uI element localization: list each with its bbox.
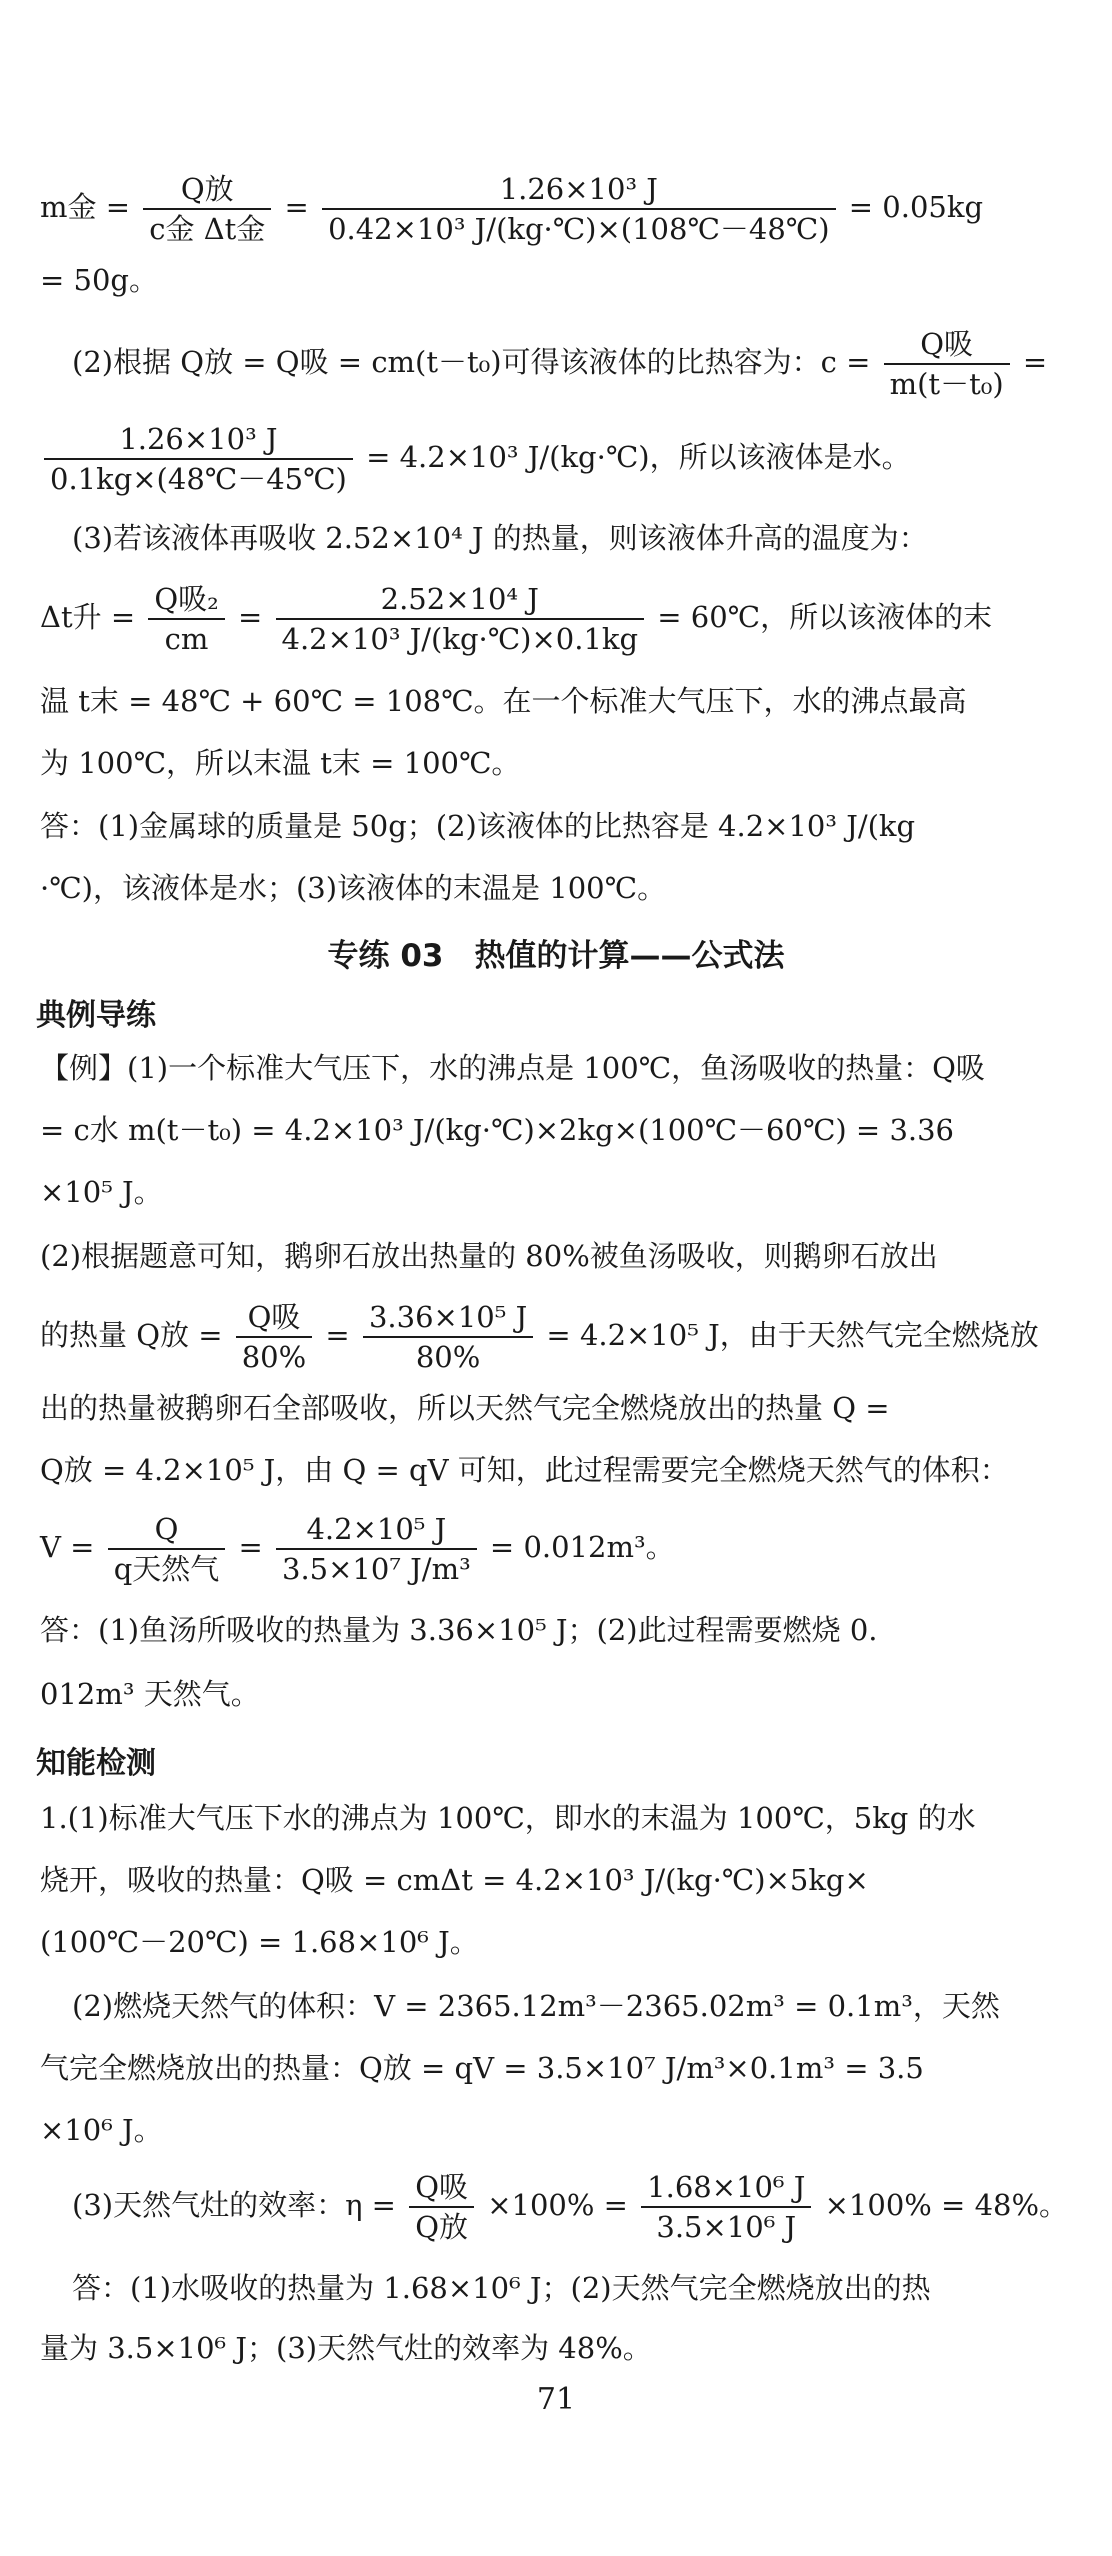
fraction — [322, 170, 836, 248]
text-line: (100℃－20℃) = 1.68×10⁶ J。 — [40, 1925, 479, 1959]
text-line: (2)燃烧天然气的体积：V = 2365.12m³－2365.02m³ = 0.1m³，天然 — [72, 1989, 1000, 2023]
numerator: 3.36×10⁵ J — [363, 1298, 533, 1338]
denominator: cm — [164, 622, 209, 656]
numerator: 2.52×10⁴ J — [276, 580, 645, 620]
numerator: Q放 — [143, 170, 271, 210]
fraction — [148, 580, 224, 658]
eq-text: m金 = — [40, 190, 131, 224]
fraction — [236, 1298, 312, 1376]
text-line: 012m³ 天然气。 — [40, 1677, 260, 1711]
text-line: 答：(1)水吸收的热量为 1.68×10⁶ J；(2)天然气完全燃烧放出的热 — [72, 2271, 931, 2305]
eq-text: (2)根据 Q放 = Q吸 = cm(t－t₀)可得该液体的比热容为：c = — [72, 345, 871, 379]
text-line: 为 100℃，所以末温 t末 = 100℃。 — [40, 746, 521, 780]
denominator: Q放 — [415, 2210, 468, 2244]
fraction — [44, 420, 353, 498]
eq-text: = — [237, 600, 263, 634]
page-number: 71 — [536, 2382, 576, 2417]
fraction — [276, 580, 645, 658]
eq-text: = — [1022, 345, 1048, 379]
equation-mass — [40, 170, 1070, 248]
text-line: 气完全燃烧放出的热量：Q放 = qV = 3.5×10⁷ J/m³×0.1m³ = 3.5 — [40, 2051, 924, 2085]
denominator: 0.1kg×(48℃－45℃) — [50, 462, 347, 496]
denominator: c金 Δt金 — [149, 212, 266, 246]
numerator: 1.26×10³ J — [44, 420, 353, 460]
numerator: Q吸 — [409, 2168, 474, 2208]
denominator: q天然气 — [113, 1552, 220, 1586]
eq-text: ×100% = 48%。 — [824, 2188, 1069, 2222]
text-line: = 50g。 — [40, 263, 158, 297]
text-line: 温 t末 = 48℃ + 60℃ = 108℃。在一个标准大气压下，水的沸点最高 — [40, 684, 967, 718]
eq-text: = 60℃，所以该液体的末 — [657, 600, 993, 634]
text-line: ×10⁶ J。 — [40, 2113, 163, 2147]
text-line: ×10⁵ J。 — [40, 1175, 163, 1209]
eq-text: = 0.05kg — [848, 190, 984, 224]
numerator: Q — [108, 1510, 226, 1550]
fraction — [363, 1298, 533, 1376]
eq-text: ×100% = — [487, 2188, 628, 2222]
section-heading: 知能检测 — [36, 1746, 156, 1781]
equation-temperature-rise — [40, 580, 1070, 658]
equation-efficiency — [72, 2168, 1070, 2246]
denominator: 80% — [241, 1340, 307, 1374]
numerator: 4.2×10⁵ J — [276, 1510, 477, 1550]
numerator: Q吸 — [236, 1298, 312, 1338]
numerator: Q吸 — [884, 325, 1010, 365]
text-line: ·℃)，该液体是水；(3)该液体的末温是 100℃。 — [40, 871, 667, 905]
text-line: (2)根据题意可知，鹅卵石放出热量的 80%被鱼汤吸收，则鹅卵石放出 — [40, 1239, 938, 1273]
numerator: 1.26×10³ J — [322, 170, 836, 210]
equation-gas-volume — [40, 1510, 1070, 1588]
text-line: Q放 = 4.2×10⁵ J，由 Q = qV 可知，此过程需要完全燃烧天然气的体积： — [40, 1453, 1009, 1487]
denominator: 0.42×10³ J/(kg·℃)×(108℃－48℃) — [328, 212, 830, 246]
equation-specific-heat-value — [40, 420, 1070, 498]
eq-text: = 0.012m³。 — [489, 1530, 675, 1564]
denominator: 3.5×10⁷ J/m³ — [282, 1552, 471, 1586]
text-line: 1.(1)标准大气压下水的沸点为 100℃，即水的末温为 100℃，5kg 的水 — [40, 1801, 976, 1835]
section-title: 专练 03 热值的计算——公式法 — [327, 938, 785, 974]
text-line: = c水 m(t－t₀) = 4.2×10³ J/(kg·℃)×2kg×(100℃－60℃) = 3.36 — [40, 1113, 955, 1147]
text-line: 答：(1)金属球的质量是 50g；(2)该液体的比热容是 4.2×10³ J/(kg — [40, 809, 916, 843]
text-line: 答：(1)鱼汤所吸收的热量为 3.36×10⁵ J；(2)此过程需要燃烧 0. — [40, 1613, 878, 1647]
eq-text: (3)天然气灶的效率：η = — [72, 2188, 396, 2222]
denominator: 4.2×10³ J/(kg·℃)×0.1kg — [281, 622, 639, 656]
text-line: 量为 3.5×10⁶ J；(3)天然气灶的效率为 48%。 — [40, 2331, 652, 2365]
equation-specific-heat — [72, 325, 1070, 403]
fraction — [143, 170, 271, 248]
denominator: 80% — [415, 1340, 481, 1374]
eq-text: = — [325, 1318, 350, 1352]
denominator: 3.5×10⁶ J — [656, 2210, 797, 2244]
fraction — [641, 2168, 811, 2246]
fraction — [108, 1510, 226, 1588]
text-line: 烧开，吸收的热量：Q吸 = cmΔt = 4.2×10³ J/(kg·℃)×5kg× — [40, 1863, 869, 1897]
numerator: Q吸₂ — [148, 580, 224, 620]
section-heading: 典例导练 — [36, 998, 156, 1033]
eq-text: = 4.2×10⁵ J，由于天然气完全燃烧放 — [546, 1318, 1039, 1352]
fraction — [409, 2168, 474, 2246]
equation-heat-released — [40, 1298, 1070, 1376]
denominator: m(t－t₀) — [889, 367, 1004, 401]
eq-text: Δt升 = — [40, 600, 136, 634]
eq-text: = — [238, 1530, 263, 1564]
numerator: 1.68×10⁶ J — [641, 2168, 811, 2208]
fraction — [276, 1510, 477, 1588]
text-line: 出的热量被鹅卵石全部吸收，所以天然气完全燃烧放出的热量 Q = — [40, 1391, 890, 1425]
text-line: 【例】(1)一个标准大气压下，水的沸点是 100℃，鱼汤吸收的热量：Q吸 — [40, 1051, 985, 1085]
eq-text: 的热量 Q放 = — [40, 1318, 223, 1352]
eq-text: = 4.2×10³ J/(kg·℃)，所以该液体是水。 — [366, 440, 911, 474]
eq-text: V = — [40, 1530, 95, 1564]
text-line: (3)若该液体再吸收 2.52×10⁴ J 的热量，则该液体升高的温度为： — [72, 521, 928, 555]
fraction — [884, 325, 1010, 403]
eq-text: = — [284, 190, 309, 224]
